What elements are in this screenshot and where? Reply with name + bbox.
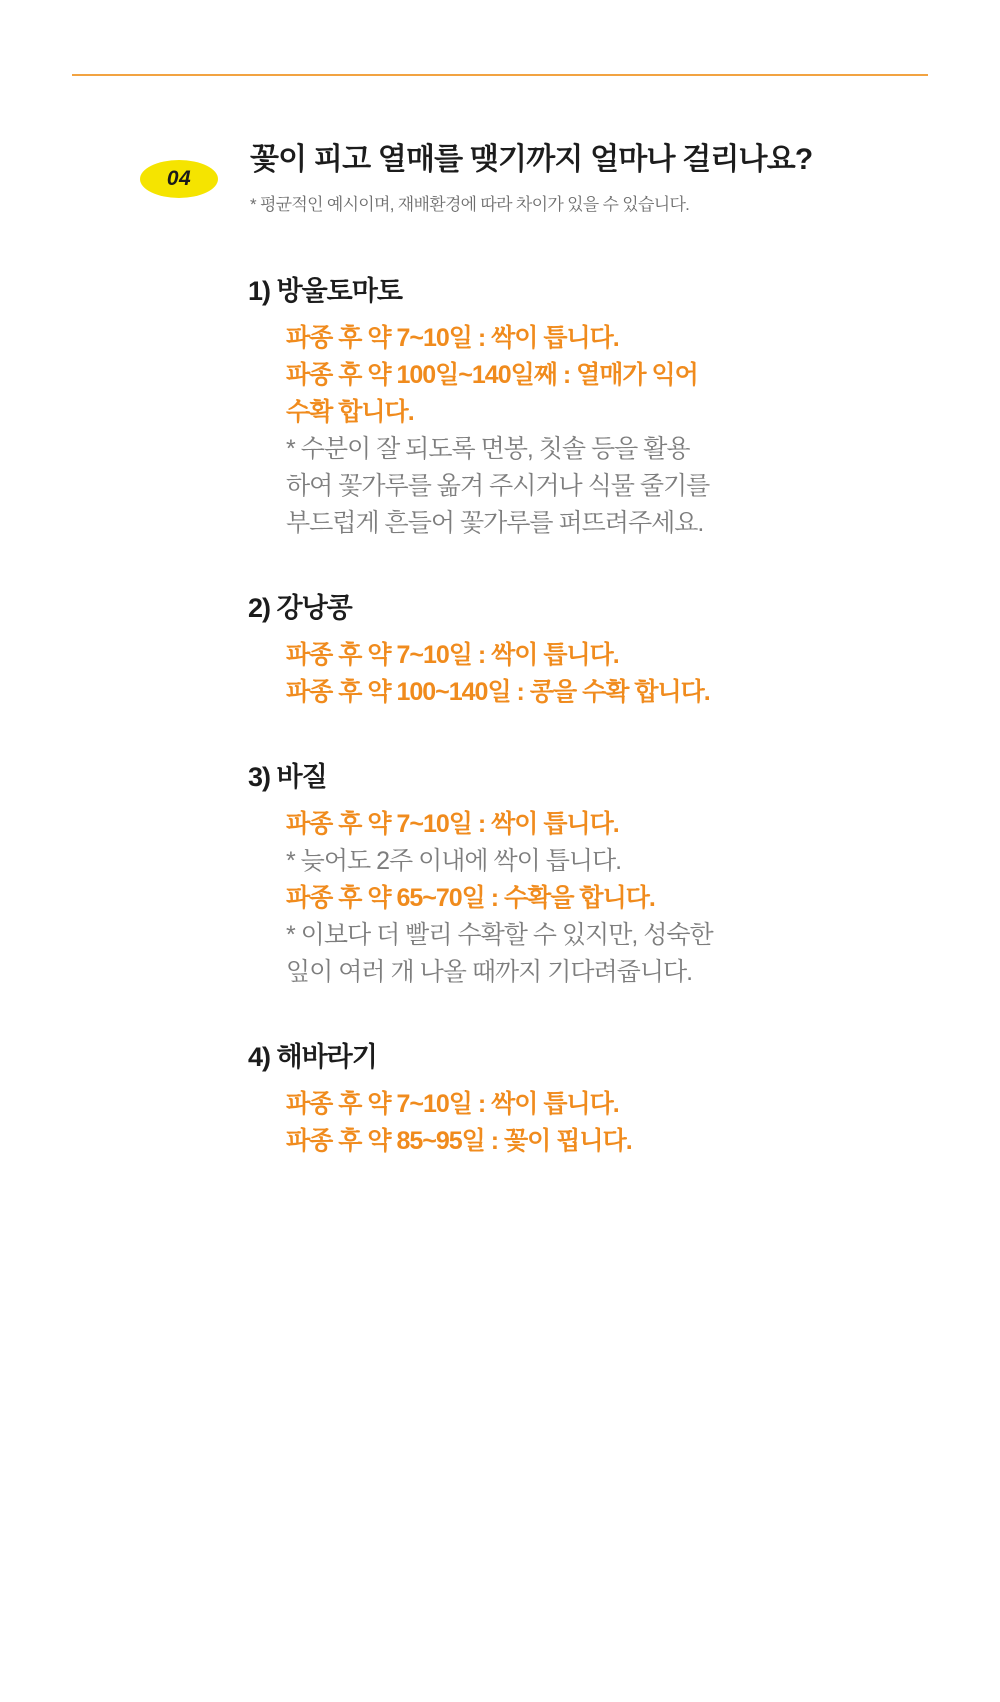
line-item: * 수분이 잘 되도록 면봉, 칫솔 등을 활용: [286, 434, 690, 463]
section-basil: [0, 755, 1000, 991]
line-item: 잎이 여러 개 나올 때까지 기다려줍니다.: [286, 957, 693, 986]
line-item: 파종 후 약 100~140일 : 콩을 수확 합니다.: [286, 677, 710, 706]
line-item: 수확 합니다.: [286, 397, 414, 426]
faq-content: [0, 128, 1000, 1160]
section-lines: [250, 806, 1000, 991]
section-sunflower: [0, 1035, 1000, 1160]
line-item: 파종 후 약 7~10일 : 싹이 틉니다.: [286, 1089, 619, 1118]
line-item: 파종 후 약 85~95일 : 꽃이 핍니다.: [286, 1126, 632, 1155]
line-item: 파종 후 약 7~10일 : 싹이 틉니다.: [286, 323, 619, 352]
section-tomato: [0, 269, 1000, 542]
section-title: 1) 방울토마토: [248, 275, 402, 306]
line-item: 부드럽게 흔들어 꽃가루를 퍼뜨려주세요.: [286, 508, 704, 537]
section-lines: [250, 320, 1000, 542]
section-title: 3) 바질: [248, 761, 327, 792]
top-divider: [72, 74, 928, 76]
question-note: * 평균적인 예시이며, 재배환경에 따라 차이가 있을 수 있습니다.: [250, 195, 690, 214]
line-item: 파종 후 약 100일~140일째 : 열매가 익어: [286, 360, 698, 389]
line-item: 파종 후 약 7~10일 : 싹이 틉니다.: [286, 809, 619, 838]
page-title: 꽃이 피고 열매를 맺기까지 얼마나 걸리나요?: [250, 143, 813, 176]
question-header: [0, 140, 1000, 217]
section-lines: [250, 1086, 1000, 1160]
line-item: 파종 후 약 65~70일 : 수확을 합니다.: [286, 883, 655, 912]
line-item: * 늦어도 2주 이내에 싹이 틉니다.: [286, 846, 622, 875]
section-title: 2) 강낭콩: [248, 592, 352, 623]
line-item: 하여 꽃가루를 옮겨 주시거나 식물 줄기를: [286, 471, 710, 500]
section-lines: [250, 637, 1000, 711]
question-number-badge: 04: [140, 160, 218, 198]
line-item: 파종 후 약 7~10일 : 싹이 틉니다.: [286, 640, 619, 669]
section-title: 4) 해바라기: [248, 1041, 377, 1072]
section-beans: [0, 586, 1000, 711]
line-item: * 이보다 더 빨리 수확할 수 있지만, 성숙한: [286, 920, 713, 949]
